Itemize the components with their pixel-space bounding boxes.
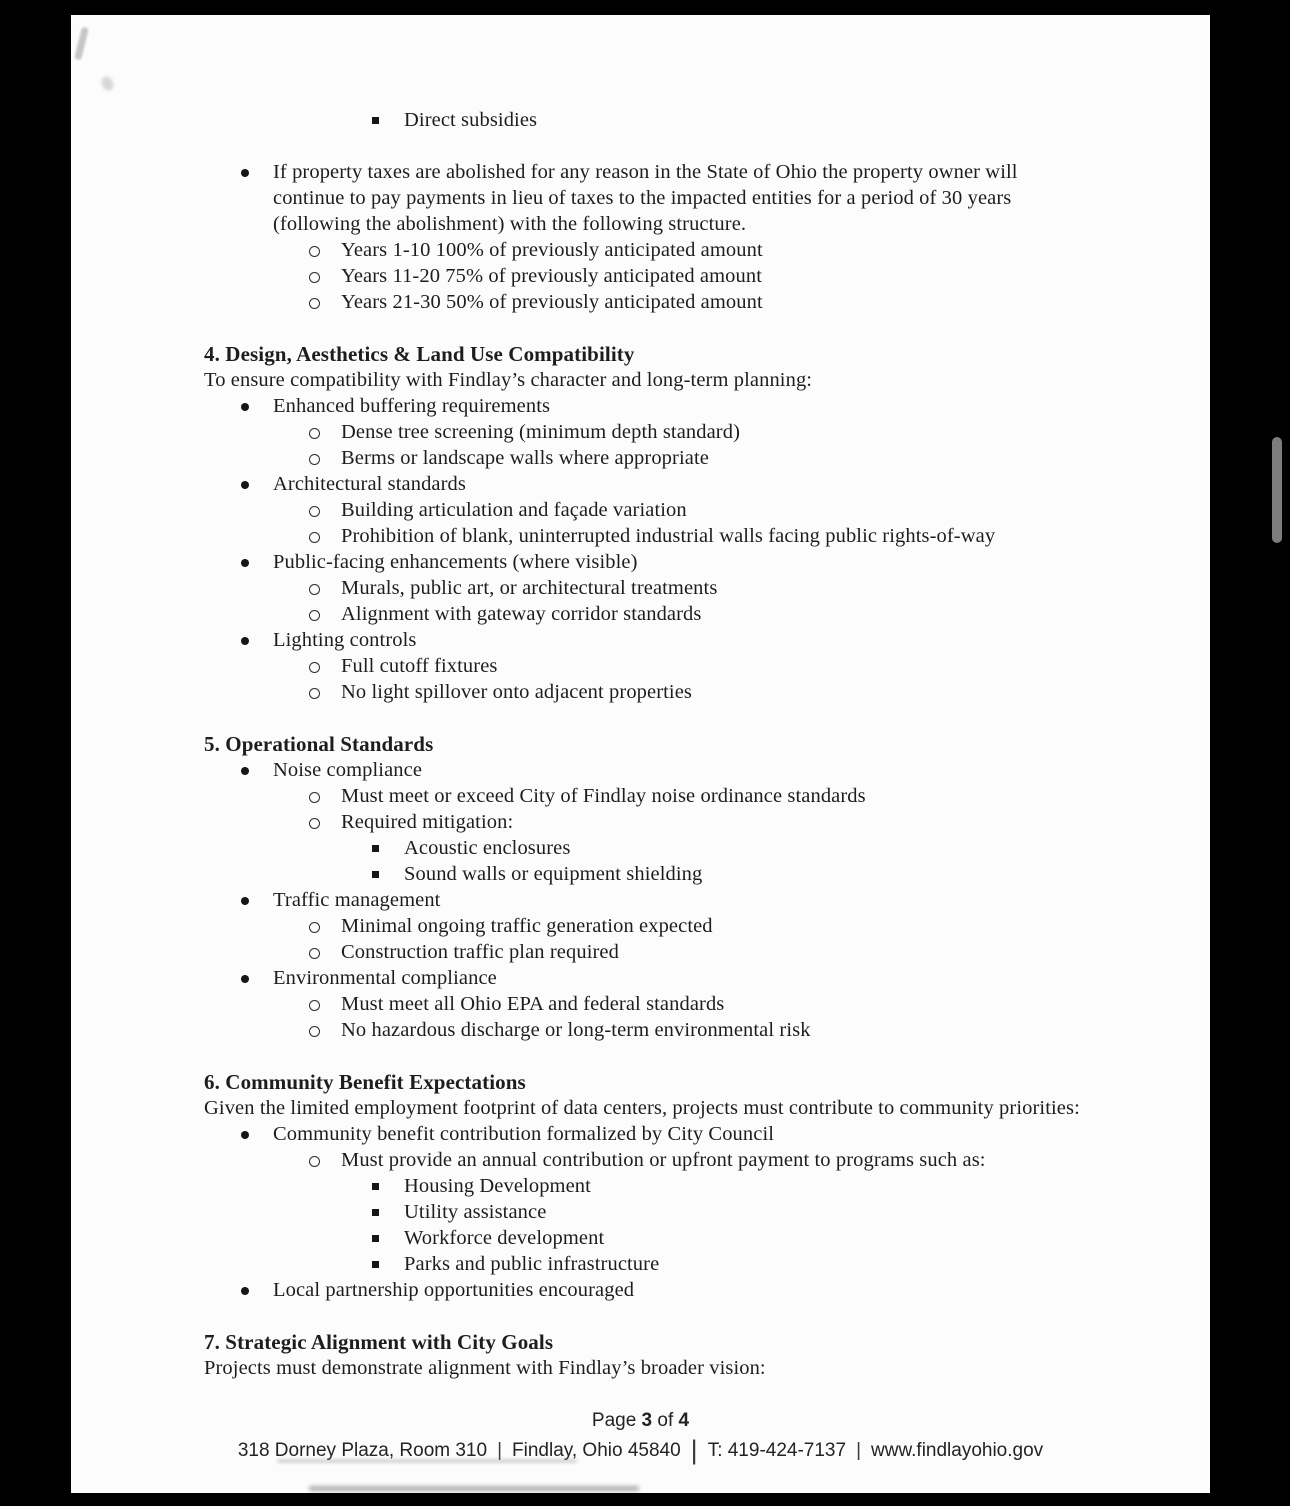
list-item bbox=[204, 1121, 1080, 1147]
section-heading: 7. Strategic Alignment with City Goals bbox=[204, 1330, 554, 1354]
scanned-page bbox=[71, 15, 1210, 1493]
section-heading: 4. Design, Aesthetics & Land Use Compatibility bbox=[204, 342, 635, 366]
list-item-text: Parks and public infrastructure bbox=[404, 1253, 660, 1275]
list-item-text: Lighting controls bbox=[273, 629, 417, 651]
list-item bbox=[204, 263, 1080, 289]
list-item bbox=[204, 887, 1080, 913]
list-item bbox=[204, 1017, 1080, 1043]
section-intro: Given the limited employment footprint of data centers, projects must contribute to community priorities: bbox=[204, 1097, 1080, 1119]
list-item bbox=[204, 237, 1080, 263]
bullet-circle-icon bbox=[309, 662, 320, 673]
list-item bbox=[204, 549, 1080, 575]
list-item bbox=[204, 1251, 1080, 1277]
bullet-circle-icon bbox=[309, 298, 320, 309]
list-item bbox=[204, 523, 1080, 549]
bullet-square-icon bbox=[372, 845, 379, 852]
bullet-circle-icon bbox=[309, 506, 320, 517]
list-item bbox=[204, 159, 1080, 237]
bullet-disc-icon bbox=[241, 481, 249, 489]
document-section bbox=[204, 731, 1080, 1043]
list-item-text: No hazardous discharge or long-term environmental risk bbox=[341, 1019, 811, 1041]
list-item bbox=[204, 1147, 1080, 1173]
list-item-text: Dense tree screening (minimum depth standard) bbox=[341, 421, 740, 443]
bullet-circle-icon bbox=[309, 1156, 320, 1167]
document-section bbox=[204, 1329, 1080, 1381]
list-item-text: Must meet all Ohio EPA and federal standards bbox=[341, 993, 725, 1015]
bullet-disc-icon bbox=[241, 637, 249, 645]
list-item bbox=[204, 1277, 1080, 1303]
list-item-text: Must provide an annual contribution or upfront payment to programs such as: bbox=[341, 1149, 986, 1171]
list-item-text: Full cutoff fixtures bbox=[341, 655, 498, 677]
scan-smudge-dark bbox=[309, 1486, 639, 1491]
bullet-square-icon bbox=[372, 1183, 379, 1190]
list-item-text: Environmental compliance bbox=[273, 967, 497, 989]
footer-address-city: Findlay, Ohio 45840 bbox=[512, 1440, 681, 1461]
list-item bbox=[204, 289, 1080, 315]
section-heading: 5. Operational Standards bbox=[204, 732, 434, 756]
section-intro: Projects must demonstrate alignment with Findlay’s broader vision: bbox=[204, 1357, 766, 1379]
page-footer bbox=[71, 1410, 1210, 1465]
list-item bbox=[204, 471, 1080, 497]
bullet-circle-icon bbox=[309, 272, 320, 283]
list-item bbox=[204, 783, 1080, 809]
bullet-disc-icon bbox=[241, 169, 249, 177]
list-item-text: Murals, public art, or architectural treatments bbox=[341, 577, 718, 599]
bullet-circle-icon bbox=[309, 610, 320, 621]
list-item-text: Direct subsidies bbox=[404, 109, 538, 131]
page-number-total: 4 bbox=[678, 1410, 690, 1431]
list-item-text: Workforce development bbox=[404, 1227, 605, 1249]
list-item-text: Berms or landscape walls where appropriate bbox=[341, 447, 709, 469]
list-item bbox=[204, 835, 1080, 861]
list-item-text: Community benefit contribution formalized by City Council bbox=[273, 1123, 775, 1145]
list-item-text: Years 21-30 50% of previously anticipated amount bbox=[341, 291, 763, 313]
list-item bbox=[204, 757, 1080, 783]
bullet-circle-icon bbox=[309, 532, 320, 543]
list-item-text: Sound walls or equipment shielding bbox=[404, 863, 703, 885]
bullet-circle-icon bbox=[309, 922, 320, 933]
list-item bbox=[204, 445, 1080, 471]
footer-address bbox=[71, 1435, 1210, 1465]
list-item bbox=[204, 861, 1080, 887]
list-item bbox=[204, 653, 1080, 679]
page-number-current: 3 bbox=[641, 1410, 653, 1431]
separator-bar: | bbox=[856, 1440, 862, 1461]
list-item-text: If property taxes are abolished for any reason in the State of Ohio the property owner will continue to pay payments in lieu of taxes to the impacted entities for a period of 30 years (following the abolishment) with the following structure. bbox=[273, 161, 1018, 235]
document-section bbox=[204, 341, 1080, 705]
scan-artifact-mark bbox=[74, 27, 89, 61]
scrollbar-thumb[interactable] bbox=[1272, 437, 1282, 543]
list-item bbox=[204, 939, 1080, 965]
bullet-list bbox=[204, 107, 1080, 133]
bullet-disc-icon bbox=[241, 1131, 249, 1139]
list-item-text: Traffic management bbox=[273, 889, 441, 911]
bullet-disc-icon bbox=[241, 767, 249, 775]
bullet-circle-icon bbox=[309, 428, 320, 439]
list-item-text: Housing Development bbox=[404, 1175, 591, 1197]
scan-artifact-speck bbox=[99, 74, 115, 92]
list-item bbox=[204, 601, 1080, 627]
bullet-disc-icon bbox=[241, 559, 249, 567]
list-item-text: Public-facing enhancements (where visible) bbox=[273, 551, 638, 573]
bullet-circle-icon bbox=[309, 688, 320, 699]
list-item-text: Enhanced buffering requirements bbox=[273, 395, 551, 417]
list-item-text: No light spillover onto adjacent properties bbox=[341, 681, 693, 703]
bullet-square-icon bbox=[372, 1235, 379, 1242]
list-item bbox=[204, 991, 1080, 1017]
list-item-text: Required mitigation: bbox=[341, 811, 514, 833]
bullet-circle-icon bbox=[309, 454, 320, 465]
bullet-circle-icon bbox=[309, 246, 320, 257]
separator-bar: | bbox=[497, 1440, 503, 1461]
list-item bbox=[204, 393, 1080, 419]
list-item bbox=[204, 107, 1080, 133]
list-item-text: Noise compliance bbox=[273, 759, 423, 781]
list-item-text: Years 11-20 75% of previously anticipated amount bbox=[341, 265, 762, 287]
list-item bbox=[204, 419, 1080, 445]
list-item-text: Must meet or exceed City of Findlay noise ordinance standards bbox=[341, 785, 866, 807]
bullet-square-icon bbox=[372, 1261, 379, 1268]
list-item bbox=[204, 809, 1080, 835]
list-item-text: Minimal ongoing traffic generation expected bbox=[341, 915, 713, 937]
footer-address-street: 318 Dorney Plaza, Room 310 bbox=[237, 1440, 488, 1461]
list-item-text: Building articulation and façade variation bbox=[341, 499, 687, 521]
page-number-of: of bbox=[652, 1410, 679, 1431]
page-number-prefix: Page bbox=[591, 1410, 642, 1431]
list-item-text: Utility assistance bbox=[404, 1201, 547, 1223]
list-item bbox=[204, 575, 1080, 601]
list-item-text: Alignment with gateway corridor standards bbox=[341, 603, 702, 625]
bullet-disc-icon bbox=[241, 975, 249, 983]
bullet-circle-icon bbox=[309, 1026, 320, 1037]
bullet-circle-icon bbox=[309, 1000, 320, 1011]
list-item bbox=[204, 965, 1080, 991]
list-item-text: Years 1-10 100% of previously anticipated amount bbox=[341, 239, 763, 261]
bullet-square-icon bbox=[372, 117, 379, 124]
list-item bbox=[204, 1173, 1080, 1199]
list-item-text: Architectural standards bbox=[273, 473, 466, 495]
list-item bbox=[204, 627, 1080, 653]
list-item bbox=[204, 1225, 1080, 1251]
bullet-circle-icon bbox=[309, 948, 320, 959]
document-content bbox=[204, 107, 1080, 1381]
bullet-square-icon bbox=[372, 1209, 379, 1216]
document-section bbox=[204, 1069, 1080, 1303]
footer-phone: T: 419-424-7137 bbox=[707, 1440, 847, 1461]
list-item bbox=[204, 497, 1080, 523]
list-item-text: Acoustic enclosures bbox=[404, 837, 571, 859]
scan-smudge-light bbox=[277, 1459, 577, 1463]
bullet-circle-icon bbox=[309, 584, 320, 595]
list-item bbox=[204, 913, 1080, 939]
bullet-square-icon bbox=[372, 871, 379, 878]
bullet-circle-icon bbox=[309, 792, 320, 803]
list-item bbox=[204, 679, 1080, 705]
section-intro: To ensure compatibility with Findlay’s character and long-term planning: bbox=[204, 369, 813, 391]
list-item bbox=[204, 1199, 1080, 1225]
section-heading: 6. Community Benefit Expectations bbox=[204, 1070, 526, 1094]
bullet-disc-icon bbox=[241, 1287, 249, 1295]
footer-website: www.findlayohio.gov bbox=[871, 1440, 1044, 1461]
list-item-text: Local partnership opportunities encouraged bbox=[273, 1279, 635, 1301]
bullet-disc-icon bbox=[241, 403, 249, 411]
list-item-text: Construction traffic plan required bbox=[341, 941, 619, 963]
separator-bar-tall: | bbox=[690, 1435, 698, 1465]
bullet-list bbox=[204, 159, 1080, 315]
bullet-disc-icon bbox=[241, 897, 249, 905]
list-item-text: Prohibition of blank, uninterrupted industrial walls facing public rights-of-way bbox=[341, 525, 996, 547]
bullet-circle-icon bbox=[309, 818, 320, 829]
page-number bbox=[71, 1410, 1210, 1431]
